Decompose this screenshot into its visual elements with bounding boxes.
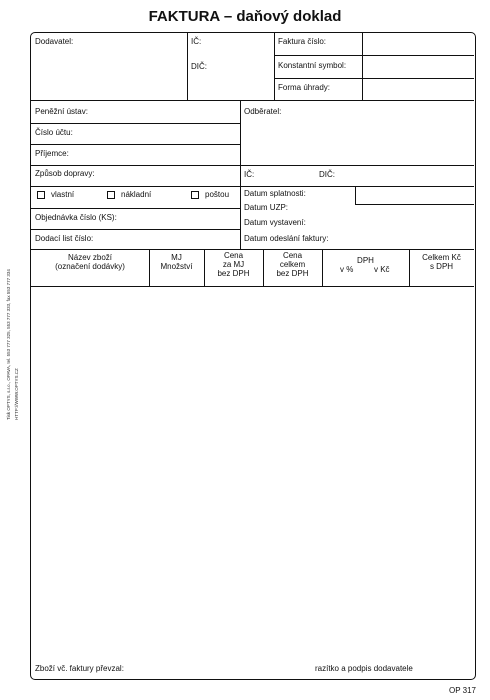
supplier-ic-label: IČ: [191, 37, 202, 46]
supplier-label: Dodavatel: [35, 37, 74, 46]
shipping-own-label: vlastní [51, 190, 75, 199]
divider [355, 204, 474, 205]
divider [274, 78, 474, 79]
divider [31, 229, 240, 230]
divider [31, 165, 474, 166]
due-date-label: Datum splatnosti: [244, 189, 306, 198]
divider [355, 186, 356, 204]
form-code: OP 317 [449, 686, 476, 695]
divider [31, 186, 474, 187]
divider [240, 100, 241, 249]
divider [31, 286, 474, 287]
divider [187, 33, 188, 100]
col-total-price: Cena celkem bez DPH [276, 251, 309, 279]
order-number-label: Objednávka číslo (KS): [35, 213, 117, 222]
col-unit-price: Cena za MJ bez DPH [217, 251, 250, 279]
col-item-name: Název zboží (označení dodávky) [55, 253, 125, 272]
col-vat: DPH [357, 256, 374, 265]
divider [362, 33, 363, 100]
supplier-dic-label: DIČ: [191, 62, 207, 71]
issue-date-label: Datum vystavení: [244, 218, 306, 227]
shipping-method-label: Způsob dopravy: [35, 169, 95, 178]
shipping-post-label: poštou [205, 190, 230, 199]
divider [31, 208, 240, 209]
col-vat-percent: v % [340, 265, 354, 274]
printer-website: HTTP://WWW.OPTYS.CZ [14, 368, 19, 420]
invoice-number-label: Faktura číslo: [278, 37, 327, 46]
customer-label: Odběratel: [244, 107, 282, 116]
divider [31, 123, 240, 124]
document-title: FAKTURA – daňový doklad [148, 8, 342, 25]
printer-address: Tisk OPTYS, s.r.o., OPAVA, tel. 553 777 325, 553 777 333, fax 553 777 334 [6, 269, 11, 420]
invoice-form [30, 32, 476, 680]
bank-label: Peněžní ústav: [35, 107, 88, 116]
shipping-own-checkbox[interactable] [37, 191, 45, 199]
payment-form-label: Forma úhrady: [278, 83, 331, 92]
sent-date-label: Datum odeslání faktury: [244, 234, 329, 243]
constant-symbol-label: Konstantní symbol: [278, 61, 347, 70]
col-quantity: MJ Množství [160, 253, 193, 272]
account-number-label: Číslo účtu: [35, 128, 73, 137]
customer-dic-label: DIČ: [319, 170, 335, 179]
supplier-signature-label: razítko a podpis dodavatele [315, 664, 413, 673]
col-vat-amount: v Kč [374, 265, 390, 274]
delivery-note-label: Dodací list číslo: [35, 234, 94, 243]
divider [31, 100, 474, 101]
taxable-date-label: Datum UZP: [244, 203, 289, 212]
shipping-freight-label: nákladní [121, 190, 152, 199]
recipient-label: Příjemce: [35, 149, 69, 158]
customer-ic-label: IČ: [244, 170, 255, 179]
shipping-freight-checkbox[interactable] [107, 191, 115, 199]
divider [31, 144, 240, 145]
received-by-label: Zboží vč. faktury převzal: [35, 664, 124, 673]
divider [274, 33, 275, 100]
col-total-with-vat: Celkem Kč s DPH [422, 253, 461, 272]
divider [31, 249, 474, 250]
divider [274, 55, 474, 56]
shipping-post-checkbox[interactable] [191, 191, 199, 199]
divider [322, 249, 323, 286]
